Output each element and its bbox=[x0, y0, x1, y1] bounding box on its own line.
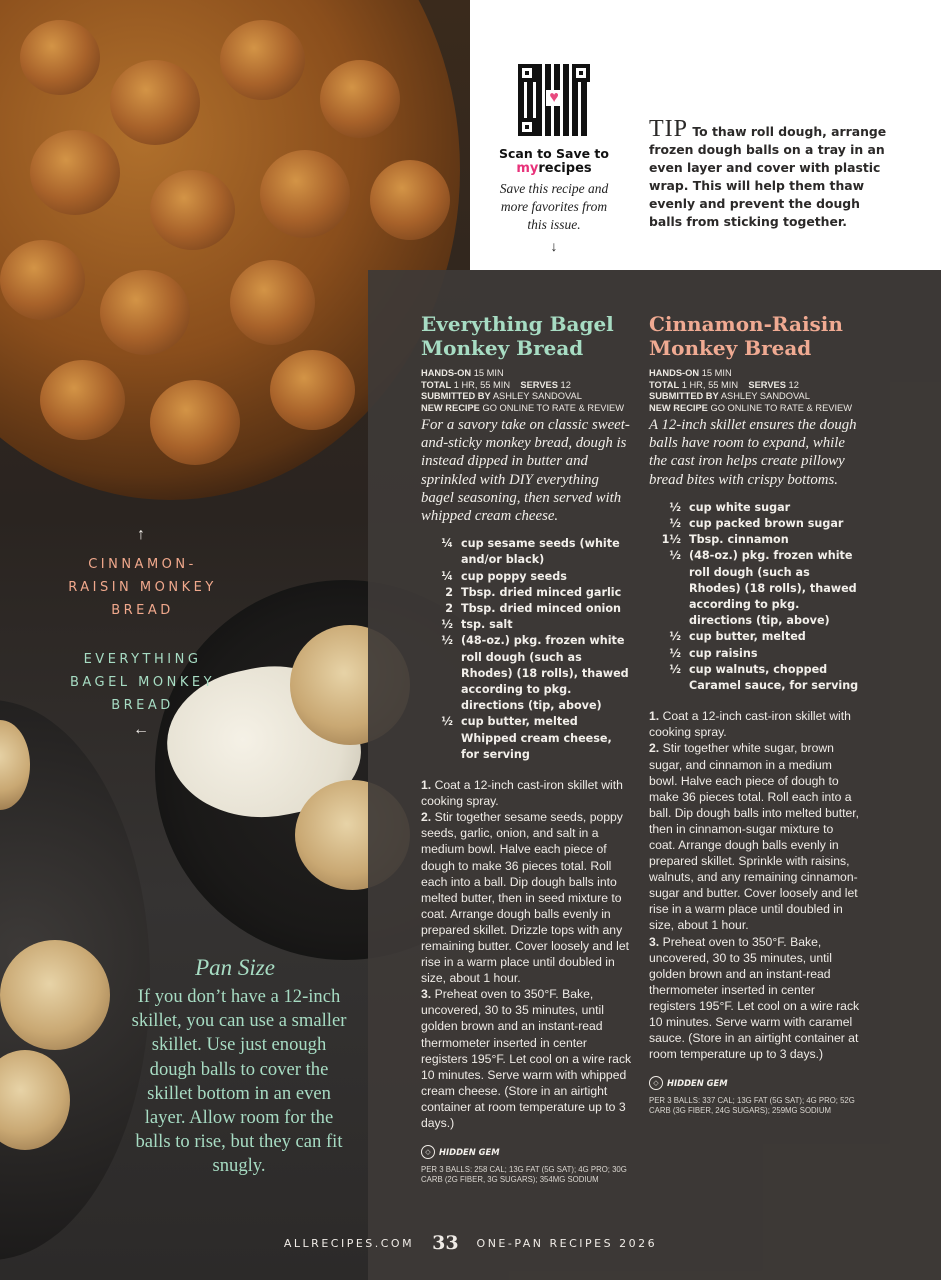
title-line: Monkey Bread bbox=[421, 336, 584, 360]
qr-finder bbox=[518, 118, 536, 136]
step-text: Preheat oven to 350°F. Bake, uncovered, 30 to 35 minutes, until golden brown and an instant-read thermometer inserted in center registers 195°F. Let cool on a wire rack 10 minutes. Serve warm with caramel sauce. (Store in an airtight container at room temperature up to 3 days.) bbox=[649, 934, 860, 1062]
ingredient-text: (48-oz.) pkg. frozen white roll dough (such as Rhodes) (18 rolls), thawed according to pkg. directions (tip, above) bbox=[689, 549, 857, 628]
dough-ball bbox=[0, 240, 85, 320]
photo-label-everything: EVERYTHING BAGEL MONKEY BREAD bbox=[69, 652, 216, 713]
pan-size-text: If you don’t have a 12-inch skillet, you can use a smaller skillet. Use just enough dough balls to cover the skillet bottom in an even layer. Allow room for the balls to rise, but they can fit snugly. bbox=[131, 986, 347, 1177]
hands-on-value: 15 MIN bbox=[701, 368, 732, 378]
dough-ball bbox=[320, 60, 400, 138]
recipe-intro: For a savory take on classic sweet-and-sticky monkey bread, dough is instead dipped in butter and sprinkled with DIY everything bagel seasoning, then served with whipped cream cheese. bbox=[421, 417, 630, 525]
step-number: 1. bbox=[421, 778, 432, 793]
ingredient-qty: ½ bbox=[669, 517, 681, 531]
ingredient-text: Whipped cream cheese, for serving bbox=[461, 731, 612, 761]
footer-issue: ONE-PAN RECIPES 2026 bbox=[476, 1237, 658, 1250]
direction-step bbox=[649, 934, 861, 1063]
dough-ball bbox=[20, 20, 100, 95]
recipe-title bbox=[649, 312, 861, 360]
recipe-meta bbox=[649, 368, 861, 414]
arrow-up-icon: ↑ bbox=[137, 526, 145, 543]
ingredient-text: cup walnuts, chopped bbox=[689, 662, 828, 676]
submitted-value: ASHLEY SANDOVAL bbox=[492, 391, 582, 401]
scan-label: Scan to Save to bbox=[499, 146, 609, 161]
ingredient-item bbox=[649, 678, 861, 694]
qr-finder bbox=[518, 64, 536, 82]
recipe-cinnamon-raisin bbox=[649, 312, 861, 1116]
gem-icon: ◇ bbox=[421, 1145, 435, 1159]
ingredient-item bbox=[421, 569, 633, 585]
gem-label: HIDDEN GEM bbox=[667, 1078, 728, 1089]
tip-text: To thaw roll dough, arrange frozen dough balls on a tray in an even layer and cover with plastic wrap. This will help them thaw evenly and prevent the dough balls from sticking together. bbox=[649, 124, 887, 229]
ingredient-item bbox=[421, 617, 633, 633]
recipe-everything-bagel bbox=[421, 312, 633, 1184]
directions bbox=[421, 777, 633, 1131]
ingredient-text: cup packed brown sugar bbox=[689, 517, 844, 531]
heart-icon: ♥ bbox=[546, 90, 562, 106]
title-line: Everything Bagel bbox=[421, 312, 614, 336]
ingredient-item bbox=[421, 731, 633, 763]
step-number: 1. bbox=[649, 709, 660, 724]
ingredient-text: cup sesame seeds (white and/or black) bbox=[461, 537, 620, 567]
ingredient-item bbox=[421, 536, 633, 568]
ingredient-text: cup white sugar bbox=[689, 500, 791, 514]
ingredient-item bbox=[649, 500, 861, 516]
ingredient-qty: ½ bbox=[441, 618, 453, 632]
qr-finder bbox=[572, 64, 590, 82]
ingredient-item bbox=[649, 548, 861, 629]
submitted-label: SUBMITTED BY bbox=[649, 391, 719, 401]
ingredient-qty: ½ bbox=[669, 662, 681, 676]
ingredient-qty: ½ bbox=[669, 630, 681, 644]
nutrition-info: PER 3 BALLS: 337 CAL; 13G FAT (5G SAT); 4G PRO; 52G CARB (3G FIBER, 24G SUGARS); 259MG SODIUM bbox=[649, 1096, 855, 1115]
direction-step bbox=[421, 809, 633, 986]
step-text: Coat a 12-inch cast-iron skillet with cooking spray. bbox=[421, 778, 623, 809]
ingredient-qty: ½ bbox=[669, 646, 681, 660]
ingredient-qty: 2 bbox=[445, 602, 453, 616]
recipe-intro: A 12-inch skillet ensures the dough balls have room to expand, while the cast iron helps create pillowy bread bites with crispy bottoms. bbox=[649, 417, 857, 488]
ingredient-item bbox=[649, 532, 861, 548]
step-number: 3. bbox=[649, 934, 660, 949]
nutrition-info: PER 3 BALLS: 258 CAL; 13G FAT (5G SAT); 4G PRO; 30G CARB (2G FIBER, 3G SUGARS); 354MG SODIUM bbox=[421, 1165, 627, 1184]
ingredient-text: (48-oz.) pkg. frozen white roll dough (such as Rhodes) (18 rolls), thawed according to pkg. directions (tip, above) bbox=[461, 634, 629, 713]
brand-my: my bbox=[516, 161, 539, 176]
step-text: Stir together white sugar, brown sugar, and cinnamon in a medium bowl. Halve each piece of dough to make 36 pieces total. Roll each into a ball. Dip dough balls into melted butter, then in cinnamon-sugar mixture to coat. Arrange dough balls evenly in prepared skillet. Sprinkle with raisins, walnuts, and any remaining cinnamon-sugar and butter. Cover loosely and let rise in a warm place until doubled in size, about 1 hour. bbox=[649, 741, 860, 933]
tip-label: TIP bbox=[649, 116, 688, 142]
total-value: 1 HR, 55 MIN bbox=[681, 379, 739, 390]
qr-save-block[interactable] bbox=[494, 64, 614, 254]
ingredient-item bbox=[421, 633, 633, 714]
dough-ball bbox=[30, 130, 120, 215]
ingredient-list bbox=[421, 536, 633, 763]
direction-step bbox=[421, 986, 633, 1131]
ingredient-item bbox=[649, 516, 861, 532]
new-recipe-label: NEW RECIPE bbox=[649, 402, 708, 413]
ingredient-item bbox=[421, 601, 633, 617]
ingredient-qty: ½ bbox=[441, 715, 453, 729]
pan-size-heading: Pan Size bbox=[195, 955, 275, 980]
step-number: 3. bbox=[421, 987, 432, 1002]
total-label: TOTAL bbox=[649, 379, 680, 390]
submitted-value: ASHLEY SANDOVAL bbox=[720, 391, 810, 401]
dough-ball bbox=[370, 160, 450, 240]
ingredient-qty: ½ bbox=[669, 549, 681, 563]
page-footer bbox=[0, 1232, 941, 1254]
recipe-meta bbox=[421, 368, 633, 414]
arrow-down-icon: ↓ bbox=[550, 238, 558, 254]
gem-icon: ◇ bbox=[649, 1076, 663, 1090]
tip-box bbox=[649, 116, 889, 231]
title-line: Monkey Bread bbox=[649, 336, 812, 360]
gem-label: HIDDEN GEM bbox=[439, 1147, 500, 1158]
myrecipes-brand bbox=[494, 161, 614, 176]
ingredient-item bbox=[649, 629, 861, 645]
ingredient-qty bbox=[421, 731, 461, 763]
direction-step bbox=[421, 777, 633, 809]
bagel-dough-ball bbox=[0, 940, 110, 1050]
hands-on-label: HANDS-ON bbox=[649, 368, 700, 378]
ingredient-text: Tbsp. dried minced garlic bbox=[461, 585, 622, 599]
ingredient-text: Tbsp. cinnamon bbox=[689, 533, 789, 547]
hands-on-label: HANDS-ON bbox=[421, 368, 472, 378]
rate-review-link[interactable]: GO ONLINE TO RATE & REVIEW bbox=[710, 402, 853, 413]
title-line: Cinnamon-Raisin bbox=[649, 312, 843, 336]
qr-code[interactable] bbox=[518, 64, 590, 136]
dough-ball bbox=[40, 360, 125, 440]
dough-ball bbox=[260, 150, 350, 238]
ingredient-qty: ½ bbox=[441, 634, 453, 648]
dough-ball bbox=[110, 60, 200, 145]
ingredient-item bbox=[421, 585, 633, 601]
dough-ball bbox=[150, 380, 240, 465]
direction-step bbox=[649, 740, 861, 933]
serves-label: SERVES bbox=[748, 379, 786, 390]
step-text: Coat a 12-inch cast-iron skillet with cooking spray. bbox=[649, 709, 851, 740]
hands-on-value: 15 MIN bbox=[473, 368, 504, 378]
ingredient-qty: ½ bbox=[669, 500, 681, 514]
ingredient-qty: 2 bbox=[445, 585, 453, 599]
total-value: 1 HR, 55 MIN bbox=[453, 379, 511, 390]
rate-review-link[interactable]: GO ONLINE TO RATE & REVIEW bbox=[482, 402, 625, 413]
submitted-label: SUBMITTED BY bbox=[421, 391, 491, 401]
total-label: TOTAL bbox=[421, 379, 452, 390]
ingredient-qty: ¼ bbox=[441, 569, 453, 583]
brand-recipes: recipes bbox=[538, 161, 592, 176]
ingredient-item bbox=[649, 646, 861, 662]
dough-ball bbox=[220, 20, 305, 100]
ingredient-text: Tbsp. dried minced onion bbox=[461, 602, 622, 616]
step-text: Preheat oven to 350°F. Bake, uncovered, 30 to 35 minutes, until golden brown and an instant-read thermometer inserted in center registers 195°F. Let cool on a wire rack 10 minutes. Serve warm with whipped cream cheese. (Store in an airtight container at room temperature up to 3 days.) bbox=[421, 987, 632, 1131]
hidden-gem-badge bbox=[421, 1145, 633, 1159]
ingredient-text: tsp. salt bbox=[461, 618, 513, 632]
ingredient-text: cup butter, melted bbox=[461, 715, 578, 729]
step-number: 2. bbox=[421, 810, 432, 825]
dough-ball bbox=[270, 350, 355, 430]
ingredient-text: cup raisins bbox=[689, 646, 758, 660]
ingredient-text: cup poppy seeds bbox=[461, 569, 567, 583]
serves-label: SERVES bbox=[520, 379, 558, 390]
recipe-title bbox=[421, 312, 633, 360]
ingredient-list bbox=[649, 500, 861, 694]
directions bbox=[649, 708, 861, 1062]
footer-site: ALLRECIPES.COM bbox=[283, 1237, 415, 1250]
dough-ball bbox=[230, 260, 315, 345]
step-text: Stir together sesame seeds, poppy seeds, garlic, onion, and salt in a medium bowl. Halve each piece of dough to make 36 pieces total. Roll each into a ball. Dip dough balls into melted butter, then in seed mixture to coat. Arrange dough balls evenly in prepared skillet. Drizzle tops with any remaining butter. Cover loosely and let rise in a warm place until doubled in size, about 1 hour. bbox=[421, 810, 629, 986]
ingredient-item bbox=[421, 714, 633, 730]
serves-value: 12 bbox=[788, 379, 799, 390]
ingredient-qty: 1½ bbox=[661, 533, 681, 547]
hidden-gem-badge bbox=[649, 1076, 861, 1090]
dough-ball bbox=[100, 270, 190, 355]
ingredient-text: cup butter, melted bbox=[689, 630, 806, 644]
ingredient-qty: ¼ bbox=[441, 537, 453, 551]
ingredient-qty bbox=[649, 678, 689, 694]
ingredient-item bbox=[649, 662, 861, 678]
direction-step bbox=[649, 708, 861, 740]
ingredient-text: Caramel sauce, for serving bbox=[689, 679, 859, 693]
serves-value: 12 bbox=[560, 379, 571, 390]
dough-ball bbox=[150, 170, 235, 250]
page-number: 33 bbox=[432, 1232, 459, 1254]
qr-description: Save this recipe and more favorites from this issue. bbox=[499, 181, 609, 232]
new-recipe-label: NEW RECIPE bbox=[421, 402, 480, 413]
photo-label-cinnamon: CINNAMON-RAISIN MONKEY BREAD bbox=[68, 557, 217, 618]
step-number: 2. bbox=[649, 741, 660, 756]
arrow-left-icon: ← bbox=[133, 721, 149, 738]
